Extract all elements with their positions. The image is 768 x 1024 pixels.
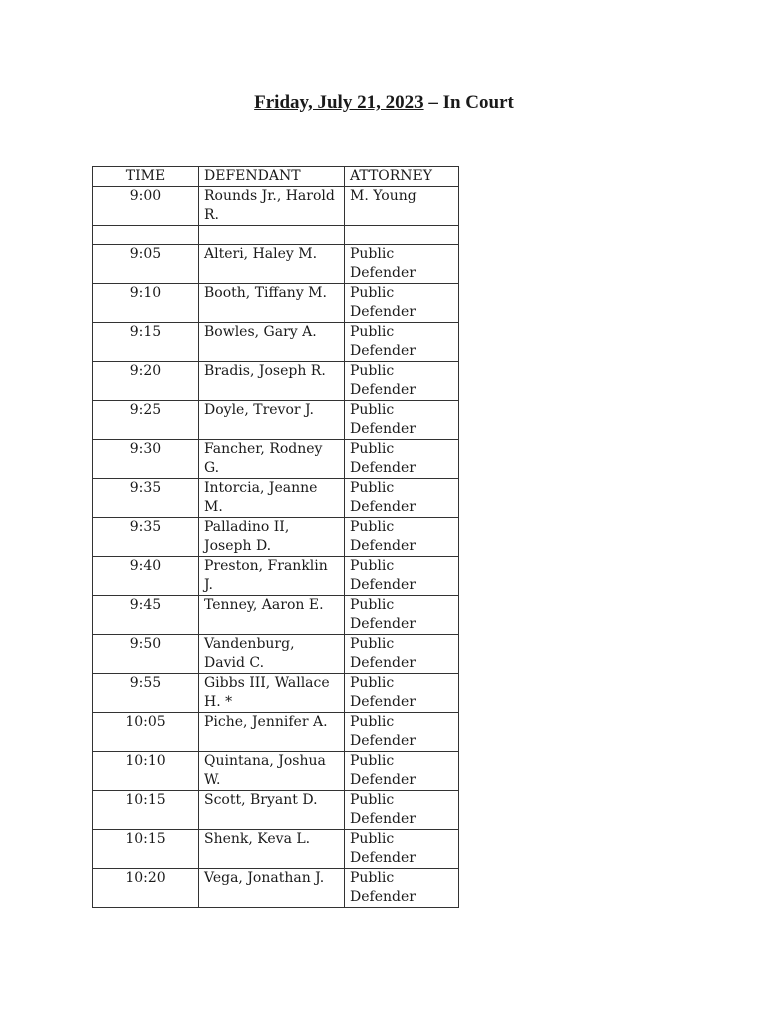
table-row: [93, 713, 459, 752]
cell-attorney: Public Defender: [345, 752, 459, 791]
table-row: [93, 245, 459, 284]
cell-attorney: Public Defender: [345, 791, 459, 830]
cell-defendant: Tenney, Aaron E.: [199, 596, 345, 635]
cell-attorney: Public Defender: [345, 830, 459, 869]
cell-time: 10:10: [93, 752, 199, 791]
cell-time: 9:50: [93, 635, 199, 674]
cell-time: 10:15: [93, 830, 199, 869]
table-row: [93, 830, 459, 869]
page-title: [0, 92, 768, 114]
table-row: [93, 791, 459, 830]
title-separator: –: [423, 92, 443, 113]
cell-time: 10:15: [93, 791, 199, 830]
cell-defendant: Rounds Jr., Harold R.: [199, 187, 345, 226]
table-row: [93, 752, 459, 791]
cell-time: 9:40: [93, 557, 199, 596]
cell-time: 9:45: [93, 596, 199, 635]
table-row: [93, 479, 459, 518]
table-row: [93, 362, 459, 401]
cell-attorney: Public Defender: [345, 713, 459, 752]
table-row: [93, 557, 459, 596]
cell-defendant: Scott, Bryant D.: [199, 791, 345, 830]
cell-time: 9:00: [93, 187, 199, 226]
cell-attorney: M. Young: [345, 187, 459, 226]
table-row: [93, 518, 459, 557]
cell-defendant: Vega, Jonathan J.: [199, 869, 345, 908]
cell-time: 9:30: [93, 440, 199, 479]
title-date: Friday, July 21, 2023: [254, 92, 424, 113]
cell-attorney: Public Defender: [345, 518, 459, 557]
cell-attorney: Public Defender: [345, 245, 459, 284]
cell-defendant: Palladino II, Joseph D.: [199, 518, 345, 557]
cell-time: 9:20: [93, 362, 199, 401]
table-row: [93, 187, 459, 226]
header-attorney: ATTORNEY: [345, 167, 459, 187]
cell-time: 9:15: [93, 323, 199, 362]
cell-attorney: Public Defender: [345, 440, 459, 479]
cell-time: 9:55: [93, 674, 199, 713]
cell-defendant: [199, 226, 345, 245]
cell-attorney: Public Defender: [345, 674, 459, 713]
cell-attorney: Public Defender: [345, 362, 459, 401]
cell-defendant: Doyle, Trevor J.: [199, 401, 345, 440]
cell-defendant: Gibbs III, Wallace H. *: [199, 674, 345, 713]
table-header-row: [93, 167, 459, 187]
table-row: [93, 869, 459, 908]
cell-defendant: Booth, Tiffany M.: [199, 284, 345, 323]
cell-attorney: Public Defender: [345, 635, 459, 674]
table-row: [93, 401, 459, 440]
cell-defendant: Piche, Jennifer A.: [199, 713, 345, 752]
table-body: [93, 187, 459, 908]
cell-attorney: Public Defender: [345, 284, 459, 323]
cell-time: 9:25: [93, 401, 199, 440]
cell-defendant: Bowles, Gary A.: [199, 323, 345, 362]
cell-defendant: Alteri, Haley M.: [199, 245, 345, 284]
court-schedule-table: [92, 166, 459, 908]
cell-attorney: [345, 226, 459, 245]
cell-defendant: Intorcia, Jeanne M.: [199, 479, 345, 518]
table-row: [93, 674, 459, 713]
cell-time: 9:05: [93, 245, 199, 284]
cell-time: [93, 226, 199, 245]
cell-attorney: Public Defender: [345, 557, 459, 596]
cell-time: 10:05: [93, 713, 199, 752]
title-location: In Court: [442, 92, 514, 113]
cell-defendant: Vandenburg, David C.: [199, 635, 345, 674]
table-row: [93, 440, 459, 479]
cell-defendant: Bradis, Joseph R.: [199, 362, 345, 401]
cell-attorney: Public Defender: [345, 479, 459, 518]
cell-time: 9:35: [93, 479, 199, 518]
cell-attorney: Public Defender: [345, 323, 459, 362]
table-row: [93, 635, 459, 674]
cell-time: 10:20: [93, 869, 199, 908]
cell-attorney: Public Defender: [345, 596, 459, 635]
cell-time: 9:35: [93, 518, 199, 557]
table-row: [93, 284, 459, 323]
table-row: [93, 323, 459, 362]
cell-attorney: Public Defender: [345, 869, 459, 908]
cell-attorney: Public Defender: [345, 401, 459, 440]
cell-defendant: Preston, Franklin J.: [199, 557, 345, 596]
header-time: TIME: [93, 167, 199, 187]
table-row-blank: [93, 226, 459, 245]
cell-defendant: Quintana, Joshua W.: [199, 752, 345, 791]
cell-time: 9:10: [93, 284, 199, 323]
header-defendant: DEFENDANT: [199, 167, 345, 187]
table-row: [93, 596, 459, 635]
cell-defendant: Shenk, Keva L.: [199, 830, 345, 869]
cell-defendant: Fancher, Rodney G.: [199, 440, 345, 479]
